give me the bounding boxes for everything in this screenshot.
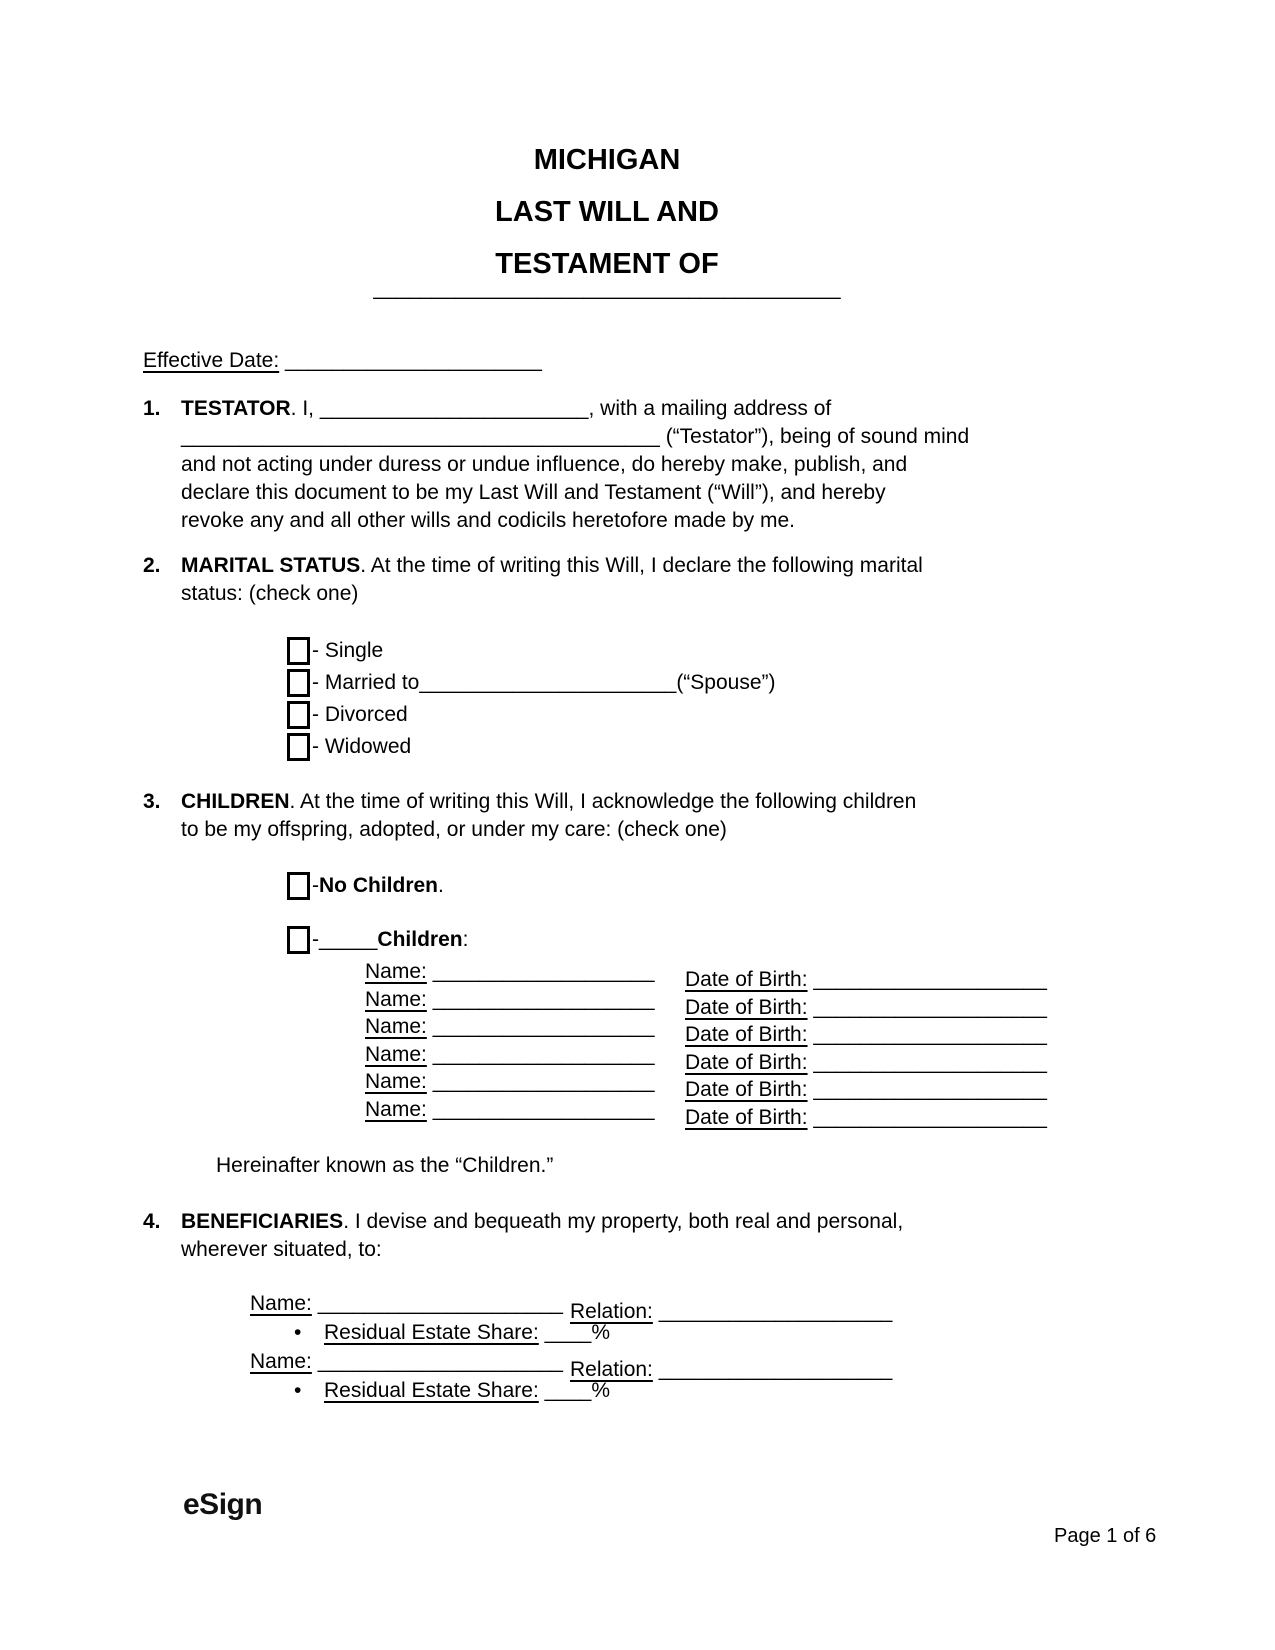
beneficiary-row (250, 1348, 1071, 1381)
child-dob-label: Date of Birth: (685, 1023, 808, 1046)
marital-line-1 (181, 552, 1026, 580)
section-testator-text (181, 395, 1026, 535)
widowed-label: - Widowed (312, 735, 412, 758)
child-row (365, 958, 1071, 991)
widowed-checkbox[interactable] (287, 733, 310, 761)
child-name-input[interactable]: ___________________ (432, 1042, 655, 1066)
beneficiary-row (250, 1290, 1071, 1323)
child-name-input[interactable]: ___________________ (432, 960, 655, 983)
testator-name-title-input[interactable]: ________________________________________ (373, 277, 841, 300)
effective-date-row (143, 347, 1071, 375)
beneficiaries-heading: BENEFICIARIES (181, 1210, 344, 1233)
section-number-1: 1. (143, 397, 161, 420)
percent-sign: % (591, 1379, 611, 1402)
beneficiary-name-input[interactable]: _____________________ (317, 1292, 563, 1315)
child-dob-label: Date of Birth: (685, 1078, 808, 1101)
testator-line1-text-b: , with a mailing address of (588, 397, 832, 420)
beneficiary-name-label: Name: (250, 1350, 312, 1373)
child-row (365, 1096, 1071, 1129)
child-dob-input[interactable]: ____________________ (813, 1078, 1047, 1101)
testator-line1-text-a: . I, (290, 397, 320, 420)
child-name-label: Name: (365, 1070, 427, 1093)
title-line-state: MICHIGAN (533, 144, 681, 176)
residual-share-input[interactable]: ____ (544, 1321, 592, 1344)
no-children-checkbox[interactable] (287, 872, 310, 900)
children-heading: CHILDREN (181, 790, 290, 813)
residual-share-label: Residual Estate Share: (324, 1379, 539, 1402)
children-line-2: to be my offspring, adopted, or under my care: (check one) (181, 818, 727, 841)
section-children (143, 788, 1071, 844)
section-beneficiaries (143, 1208, 1071, 1264)
divorced-checkbox[interactable] (287, 701, 310, 729)
testator-line-5: revoke any and all other wills and codicils heretofore made by me. (181, 509, 795, 532)
spouse-suffix-label: (“Spouse”) (676, 671, 776, 694)
title-line-testament-of: TESTAMENT OF (495, 248, 719, 280)
testator-name-input[interactable]: _______________________ (319, 397, 589, 420)
has-children-colon: : (462, 928, 469, 951)
testator-line-2 (181, 423, 1026, 451)
married-checkbox[interactable] (287, 669, 310, 697)
child-row (365, 1041, 1071, 1074)
children-line1-text: . At the time of writing this Will, I acknowledge the following children (289, 790, 917, 813)
bullet-icon: • (294, 1321, 302, 1344)
effective-date-label: Effective Date: (143, 349, 280, 372)
child-dob-label: Date of Birth: (685, 968, 808, 991)
has-children-dash: - (312, 928, 319, 951)
has-children-checkbox[interactable] (287, 926, 310, 954)
single-label: - Single (312, 639, 384, 662)
beneficiary-relation-label: Relation: (570, 1358, 653, 1381)
children-count-input[interactable]: _____ (319, 928, 378, 951)
child-dob-input[interactable]: ____________________ (813, 1023, 1047, 1046)
child-row (365, 1068, 1071, 1101)
child-name-input[interactable]: ___________________ (432, 1097, 655, 1121)
title-line-last-will: LAST WILL AND (495, 196, 719, 228)
child-name-label: Name: (365, 960, 427, 983)
hereinafter-note: Hereinafter known as the “Children.” (216, 1154, 554, 1177)
beneficiaries-line-2: wherever situated, to: (181, 1238, 382, 1261)
divorced-label: - Divorced (312, 703, 408, 726)
no-children-period: . (438, 874, 444, 897)
section-children-text (181, 788, 1026, 844)
child-dob-input[interactable]: ____________________ (813, 1050, 1047, 1074)
child-dob-input[interactable]: ____________________ (813, 995, 1047, 1019)
option-no-children (287, 870, 1071, 902)
beneficiaries-line-1 (181, 1208, 1026, 1236)
child-dob-label: Date of Birth: (685, 1050, 808, 1074)
testator-line-4: declare this document to be my Last Will and Testament (“Will”), and hereby (181, 481, 886, 504)
children-line-1 (181, 788, 1026, 816)
no-children-label: No Children (319, 874, 438, 897)
marital-option-married (287, 667, 1071, 699)
beneficiary-relation-label: Relation: (570, 1300, 653, 1323)
child-dob-input[interactable]: ____________________ (813, 968, 1047, 991)
beneficiary-relation-input[interactable]: ____________________ (658, 1300, 893, 1323)
child-dob-label: Date of Birth: (685, 1105, 808, 1129)
testator-heading: TESTATOR (181, 397, 291, 420)
child-name-label: Name: (365, 1015, 427, 1038)
testator-address-input[interactable]: _________________________________________ (181, 425, 660, 448)
marital-line-2: status: (check one) (181, 582, 359, 605)
beneficiaries-line1-text: . I devise and bequeath my property, both real and personal, (343, 1210, 904, 1233)
beneficiary-name-label: Name: (250, 1292, 312, 1315)
beneficiary-relation-input[interactable]: ____________________ (658, 1358, 893, 1381)
marital-heading: MARITAL STATUS (181, 554, 361, 577)
section-marital-status (143, 552, 1071, 608)
marital-option-divorced (287, 699, 1071, 731)
child-name-input[interactable]: ___________________ (432, 1070, 655, 1093)
child-dob-label: Date of Birth: (685, 995, 808, 1019)
child-name-input[interactable]: ___________________ (432, 987, 655, 1011)
marital-option-widowed (287, 731, 1071, 763)
marital-line1-text: . At the time of writing this Will, I declare the following marital (360, 554, 923, 577)
section-number-2: 2. (143, 554, 161, 577)
child-name-input[interactable]: ___________________ (432, 1015, 655, 1038)
no-children-dash: - (312, 874, 319, 897)
testator-line2-text: (“Testator”), being of sound mind (659, 425, 970, 448)
testator-line-1 (181, 395, 1026, 423)
document-title (143, 0, 1071, 290)
child-row (365, 986, 1071, 1019)
section-number-3: 3. (143, 790, 161, 813)
residual-share-input[interactable]: ____ (544, 1379, 592, 1402)
effective-date-input[interactable]: ______________________ (285, 349, 542, 372)
child-name-label: Name: (365, 1097, 427, 1121)
married-label: - Married to (312, 671, 420, 694)
beneficiaries-list (143, 1290, 1071, 1406)
percent-sign: % (591, 1321, 611, 1344)
beneficiary-name-input[interactable]: _____________________ (317, 1350, 563, 1373)
child-row (365, 1013, 1071, 1046)
esign-logo: eSign (183, 1488, 263, 1521)
bullet-icon: • (294, 1379, 302, 1402)
section-number-4: 4. (143, 1210, 161, 1233)
spouse-name-input[interactable]: ______________________ (419, 671, 677, 694)
has-children-label: Children (377, 928, 463, 951)
page-indicator: Page 1 of 6 (1054, 1525, 1157, 1547)
option-has-children (287, 924, 1071, 956)
single-checkbox[interactable] (287, 637, 310, 665)
residual-share-label: Residual Estate Share: (324, 1321, 539, 1344)
child-name-label: Name: (365, 1042, 427, 1066)
testator-line-3: and not acting under duress or undue influence, do hereby make, publish, and (181, 453, 908, 476)
child-dob-input[interactable]: ____________________ (813, 1105, 1047, 1129)
document-content (143, 0, 1071, 1406)
section-testator (143, 395, 1071, 535)
section-marital-text (181, 552, 1026, 608)
child-name-label: Name: (365, 987, 427, 1011)
marital-options (287, 635, 1071, 763)
marital-option-single (287, 635, 1071, 667)
testator-name-line (143, 275, 1071, 303)
section-beneficiaries-text (181, 1208, 1026, 1264)
children-table (365, 958, 1071, 1129)
